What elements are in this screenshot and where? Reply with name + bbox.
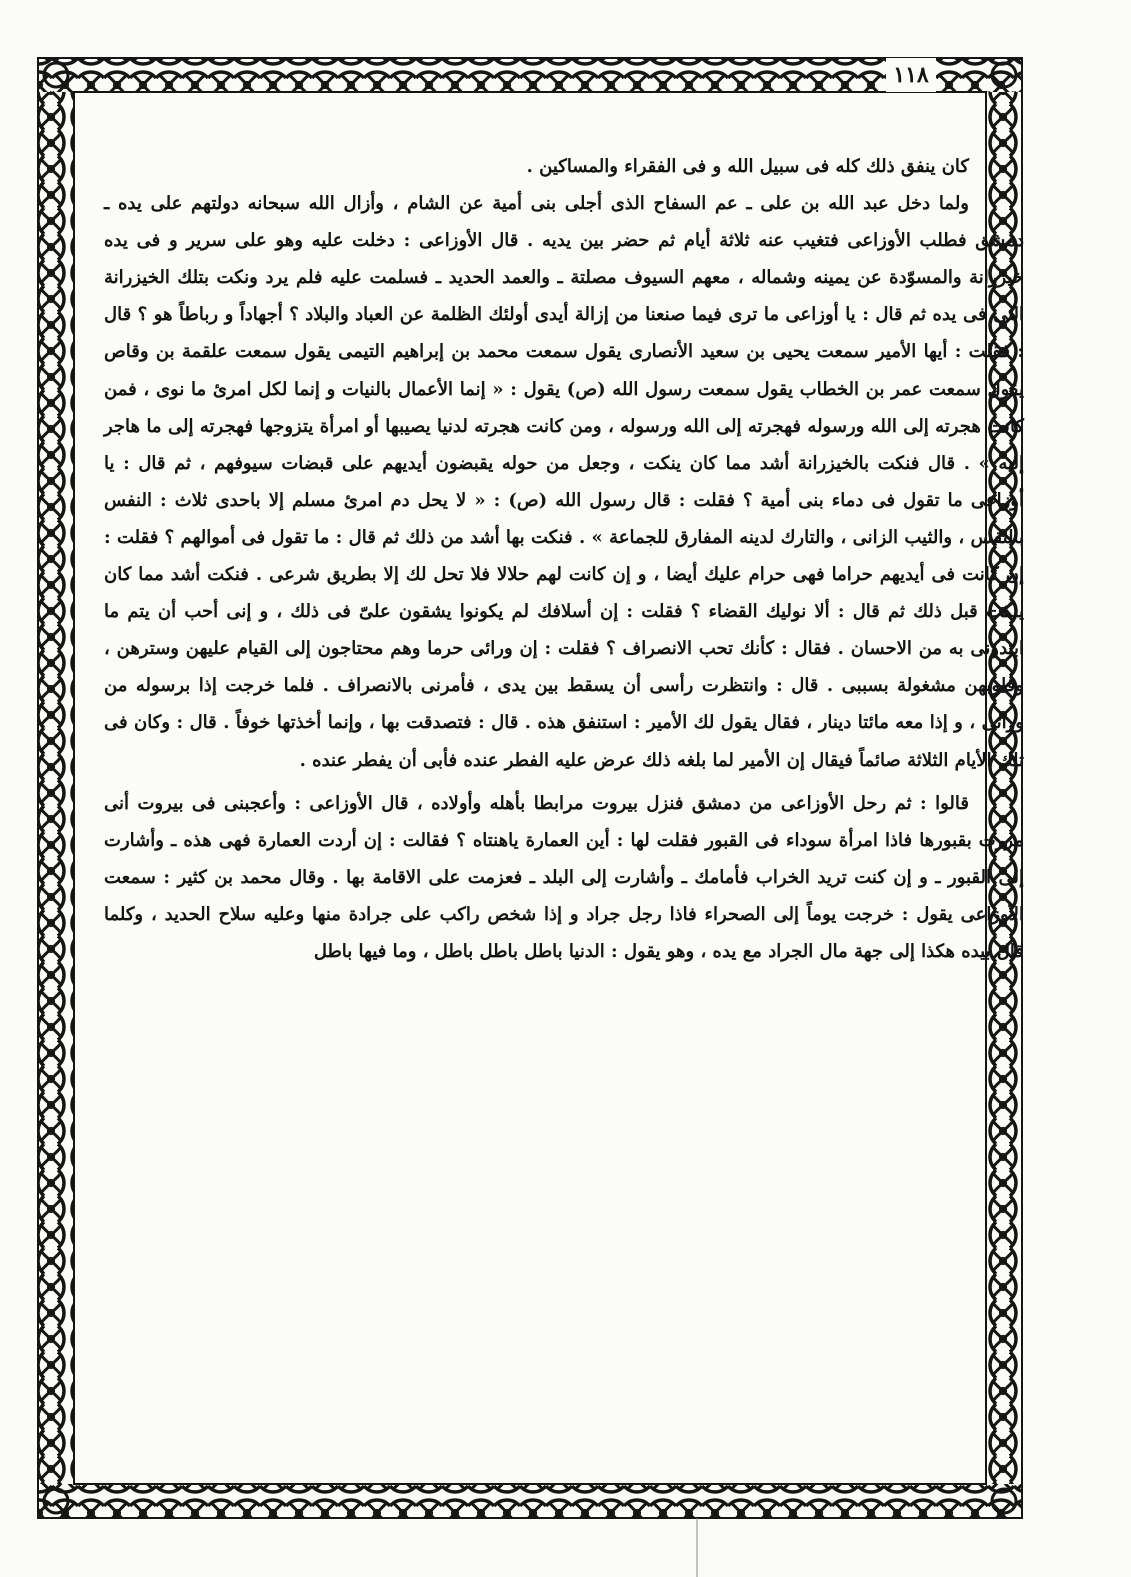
paragraph-1: كان ينفق ذلك كله فى سبيل الله و فى الفقراء والمساكين . — [526, 156, 969, 177]
page-body — [104, 148, 1024, 1468]
page-number: ١١٨ — [886, 58, 936, 92]
paragraph-3: قالوا : ثم رحل الأوزاعى من دمشق فنزل بيروت مرابطا بأهله وأولاده ، قال الأوزاعى : وأعجبنى فى بيروت أنى مررت بقبورها فاذا امرأة سوداء فى القبور فقلت لها : أين العمارة ياهنتاه ؟ فقالت : إن أردت العمارة فهى هذه ـ وأشارت إلى القبور ـ و إن كنت تريد الخراب فأمامك ـ وأشارت إلى البلد ـ فعزمت على الاقامة بها . وقال محمد بن كثير : سمعت الأوزاعى يقول : خرجت يوماً إلى الصحراء فاذا رجل جراد و إذا شخص راكب على جرادة منها وعليه سلاح الحديد ، وكلما قال بيده هكذا إلى جهة مال الجراد مع يده ، وهو يقول : الدنيا باطل باطل باطل ، وما فيها باطل — [104, 792, 1024, 962]
paragraph-2: ولما دخل عبد الله بن على ـ عم السفاح الذى أجلى بنى أمية عن الشام ، وأزال الله سبحانه دولتهم على يده ـ دمشق فطلب الأوزاعى فتغيب عنه ثلاثة أيام ثم حضر بين يديه . قال الأوزاعى : دخلت عليه وهو على سرير و فى يده خيزرانة والمسوّدة عن يمينه وشماله ، معهم السيوف مصلتة ـ والعمد الحديد ـ فسلمت عليه فلم يرد ونكت بتلك الخيزرانة التى فى يده ثم قال : يا أوزاعى ما ترى فيما صنعنا من إزالة أيدى أولئك الظلمة عن العباد والبلاد ؟ أجهاداً و رباطاً هو ؟ قال : فقلت : أيها الأمير سمعت يحيى بن سعيد الأنصارى يقول سمعت محمد بن إبراهيم التيمى يقول سمعت علقمة بن وقاص يقول سمعت عمر بن الخطاب يقول سمعت رسول الله (ص) يقول : « إنما الأعمال بالنيات و إنما لكل امرئ ما نوى ، فمن كانت هجرته إلى الله ورسوله فهجرته إلى الله ورسوله ، ومن كانت هجرته لدنيا يصيبها أو امرأة يتزوجها فهجرته إلى ما هاجر إليه » . قال فنكت بالخيزرانة أشد مما كان ينكت ، وجعل من حوله يقبضون أيديهم على قبضات سيوفهم ، ثم قال : يا أوزاعى ما تقول فى دماء بنى أمية ؟ فقلت : قال رسول الله (ص) : « لا يحل دم امرئ مسلم إلا باحدى ثلاث : النفس بالنفس ، والثيب الزانى ، والتارك لدينه المفارق للجماعة » . فنكت بها أشد من ذلك ثم قال : ما تقول فى أموالهم ؟ فقلت : إن كانت فى أيديهم حراما فهى حرام عليك أيضا ، و إن كانت لهم حلالا فلا تحل لك إلا بطريق شرعى . فنكت أشد مما كان ينكت قبل ذلك ثم قال : ألا نوليك القضاء ؟ فقلت : إن أسلافك لم يكونوا يشقون علىّ فى ذلك ، و إنى أحب أن يتم ما ابتدؤنى به من الاحسان . فقال : كأنك تحب الانصراف ؟ فقلت : إن ورائى حرما وهم محتاجون إلى القيام عليهن وسترهن ، وقلوبهن مشغولة بسببى . قال : وانتظرت رأسى أن يسقط بين يدى ، فأمرنى بالانصراف . فلما خرجت إذا برسوله من ورائى ، و إذا معه مائتا دينار ، فقال يقول لك الأمير : استنفق هذه . قال : فتصدقت بها ، وإنما أخذتها خوفاً . قال : وكان فى تلك الأيام الثلاثة صائماً فيقال إن الأمير لما بلغه ذلك عرض عليه الفطر عنده فأبى أن يفطر عنده . — [104, 193, 1024, 771]
